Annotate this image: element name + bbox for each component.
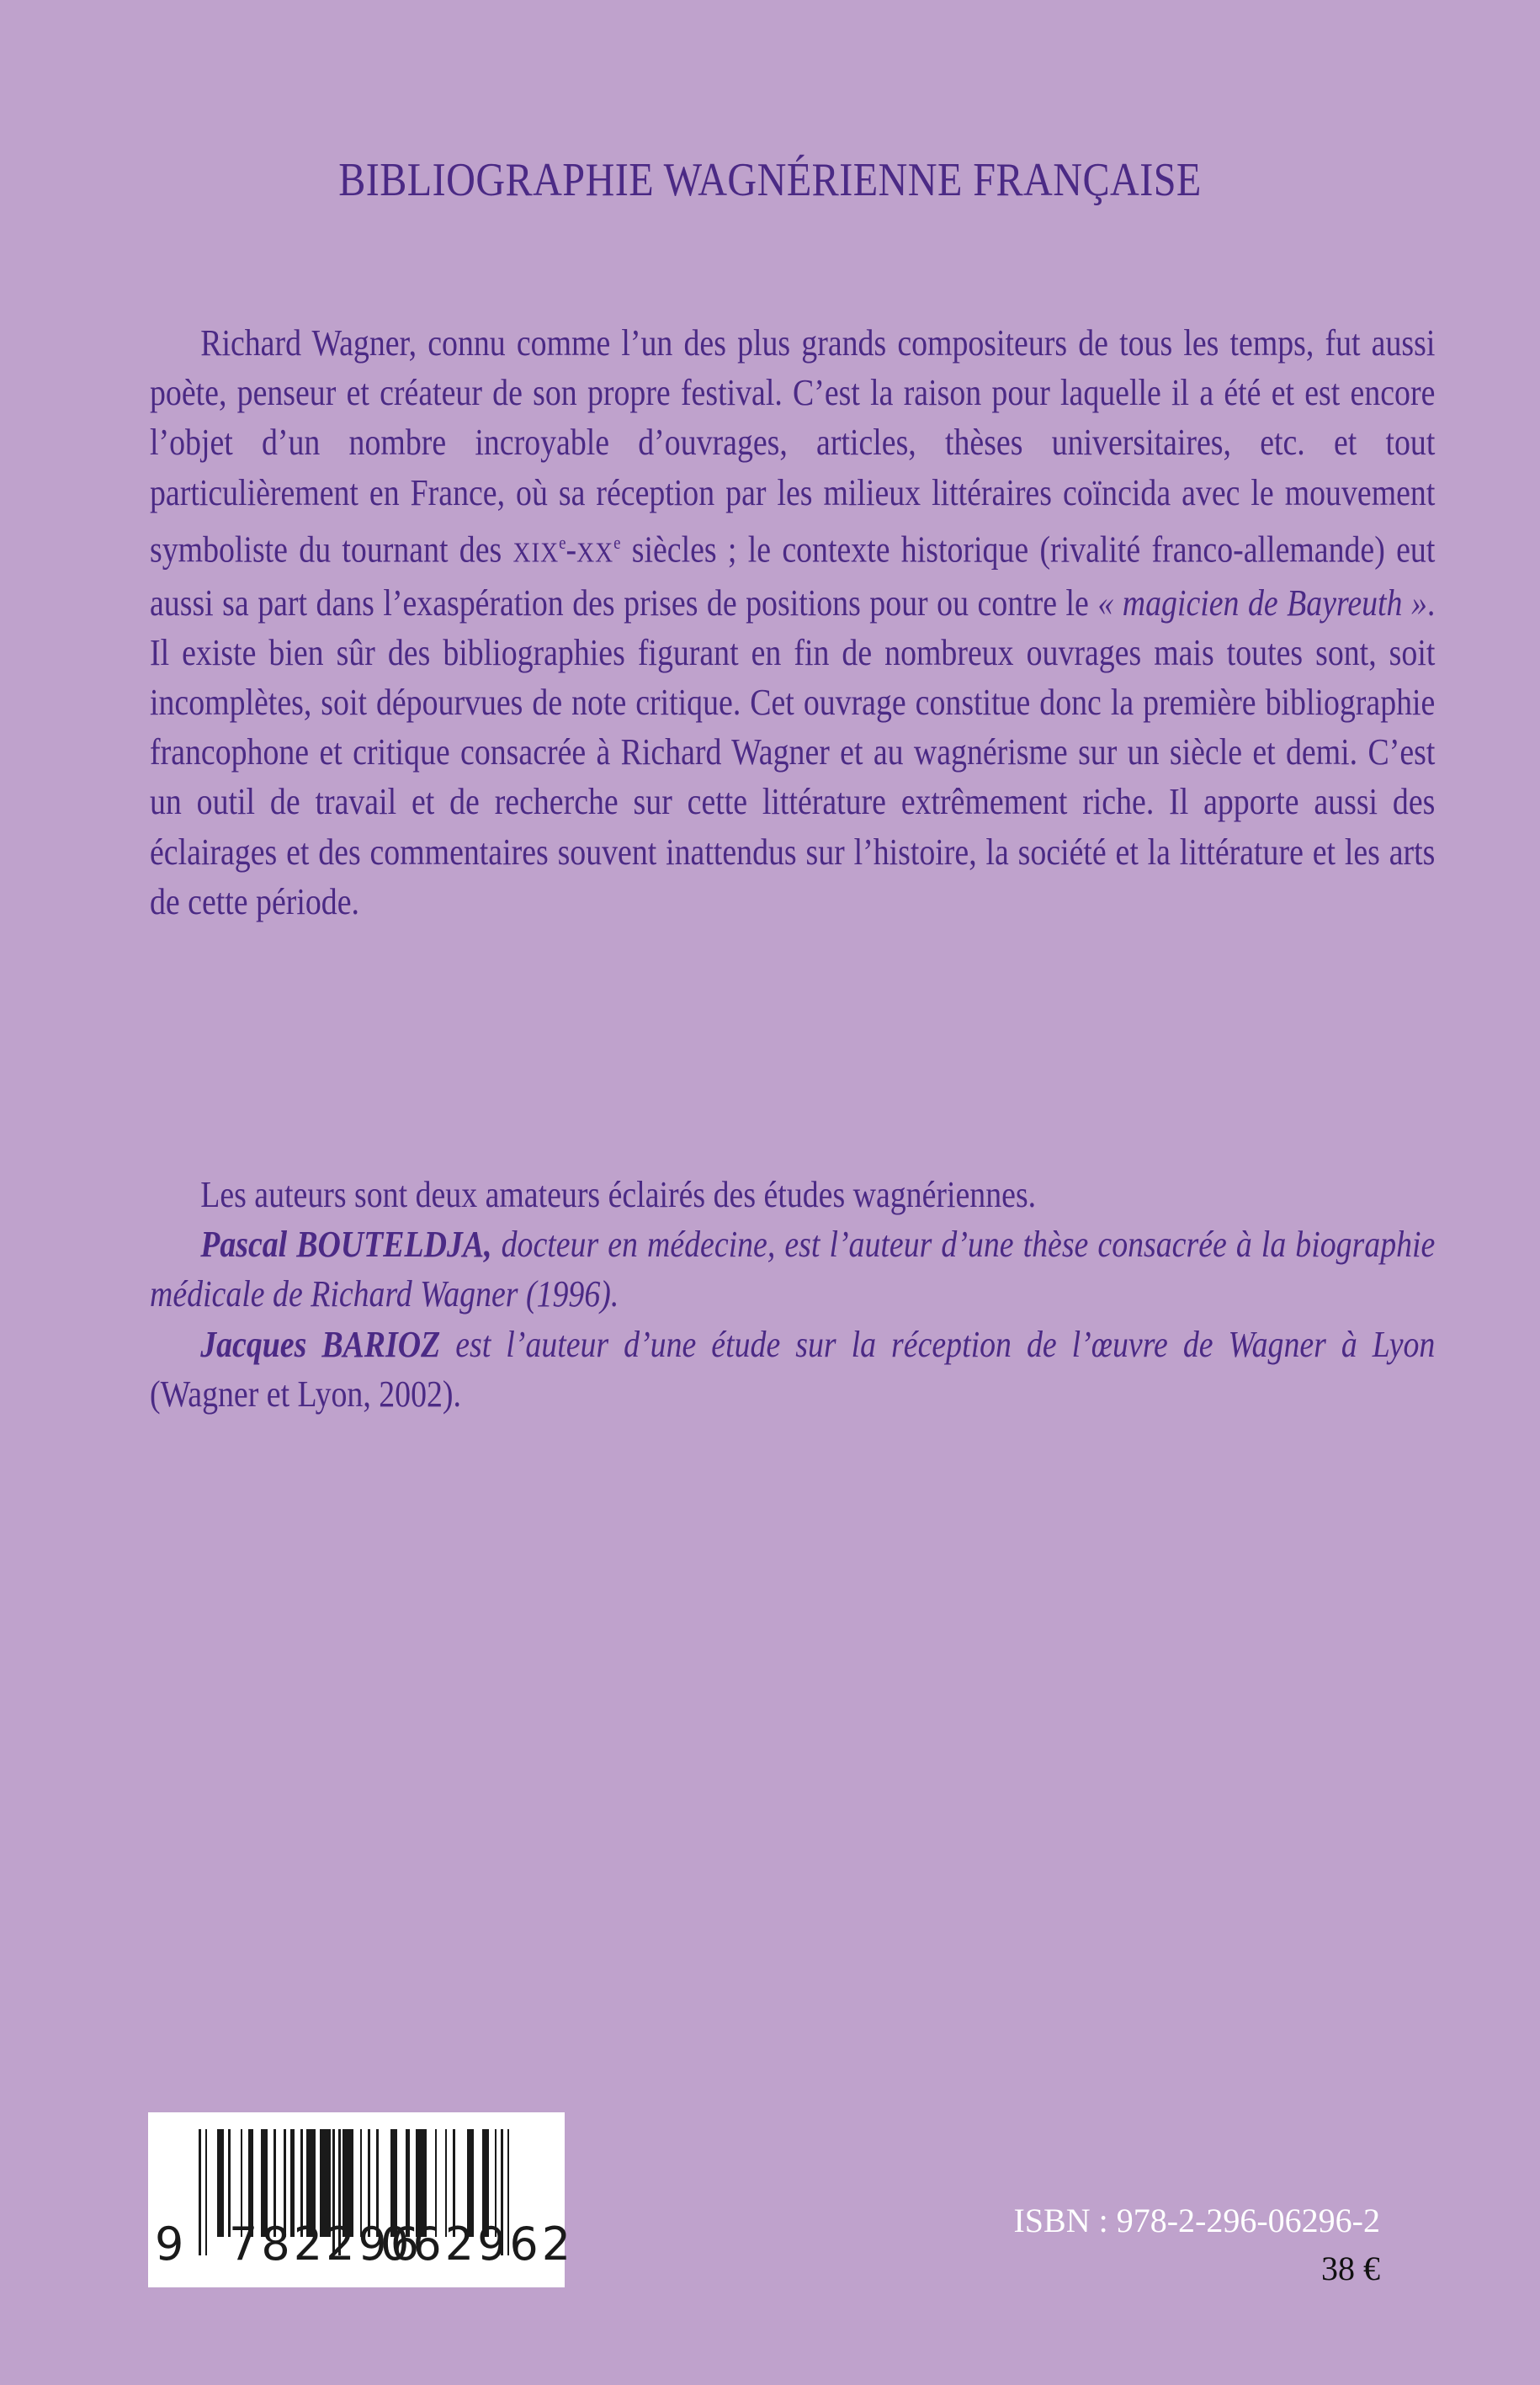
description-text-3: . Il existe bien sûr des bibliographies figurant en fin de nombreux ouvrages mais toutes sont, soit incomplètes, soit dépourvues de note critique. Cet ouvrage constitue donc la première bibliographie francophone et critique consacrée à Richard Wagner et au wagnérisme sur un siècle et demi. C’est un outil de travail et de recherche sur cette littérature extrêmement riche. Il apporte aussi des éclairages et des commentaires souvent inattendus sur l’histoire, la société et la littérature et les arts de cette période.: [150, 582, 1436, 922]
book-description: [150, 318, 1435, 927]
author-1-name: Pascal BOUTELDJA,: [200, 1224, 492, 1266]
author-1-bio: docteur en médecine, est l’auteur d’une thèse consacrée à la biographie médicale de Richard Wagner (1996).: [150, 1224, 1436, 1315]
century-19: XIX: [512, 537, 560, 569]
author-2-bio-ref: (Wagner et Lyon, 2002).: [150, 1373, 462, 1415]
author-2-bio: est l’auteur d’une étude sur la réception de l’œuvre de Wagner à Lyon: [440, 1323, 1436, 1365]
authors-section: [150, 1170, 1435, 1419]
magicien-quote: « magicien de Bayreuth »: [1097, 582, 1427, 624]
author-2: [150, 1320, 1435, 1419]
barcode: [148, 2112, 575, 2287]
barcode-digit-first: 9: [155, 2218, 188, 2271]
barcode-digits-right: 062962: [380, 2218, 575, 2271]
century-20: XX: [576, 537, 614, 569]
description-text-2: siècles ; le contexte historique (rivalité franco-allemande) eut aussi sa part dans l’exaspération des prises de positions pour ou contre le: [150, 529, 1436, 624]
author-2-name: Jacques BARIOZ: [200, 1323, 441, 1365]
description-paragraph: [150, 318, 1435, 927]
barcode-digits-left: 782296: [229, 2218, 423, 2271]
authors-intro: Les auteurs sont deux amateurs éclairés des études wagnériennes.: [200, 1174, 1037, 1215]
author-1: [150, 1219, 1435, 1319]
description-text-1: Richard Wagner, connu comme l’un des plus grands compositeurs de tous les temps, fut aussi poète, penseur et créateur de son propre festival. C’est la raison pour laquelle il a été et est encore l’objet d’un nombre incroyable d’ouvrages, articles, thèses universitaires, etc. et tout particulièrement en France, où sa réception par les milieux littéraires coïncida avec le mouvement symboliste du tournant des: [150, 322, 1436, 571]
barcode-digits: [155, 2218, 575, 2276]
book-title: BIBLIOGRAPHIE WAGNÉRIENNE FRANÇAISE: [338, 154, 1202, 206]
price: 38 €: [1321, 2250, 1380, 2287]
century-dash: -: [566, 529, 577, 571]
century-20-sup: e: [613, 531, 621, 553]
isbn: ISBN : 978-2-296-06296-2: [1013, 2202, 1380, 2239]
century-19-sup: e: [559, 531, 566, 553]
